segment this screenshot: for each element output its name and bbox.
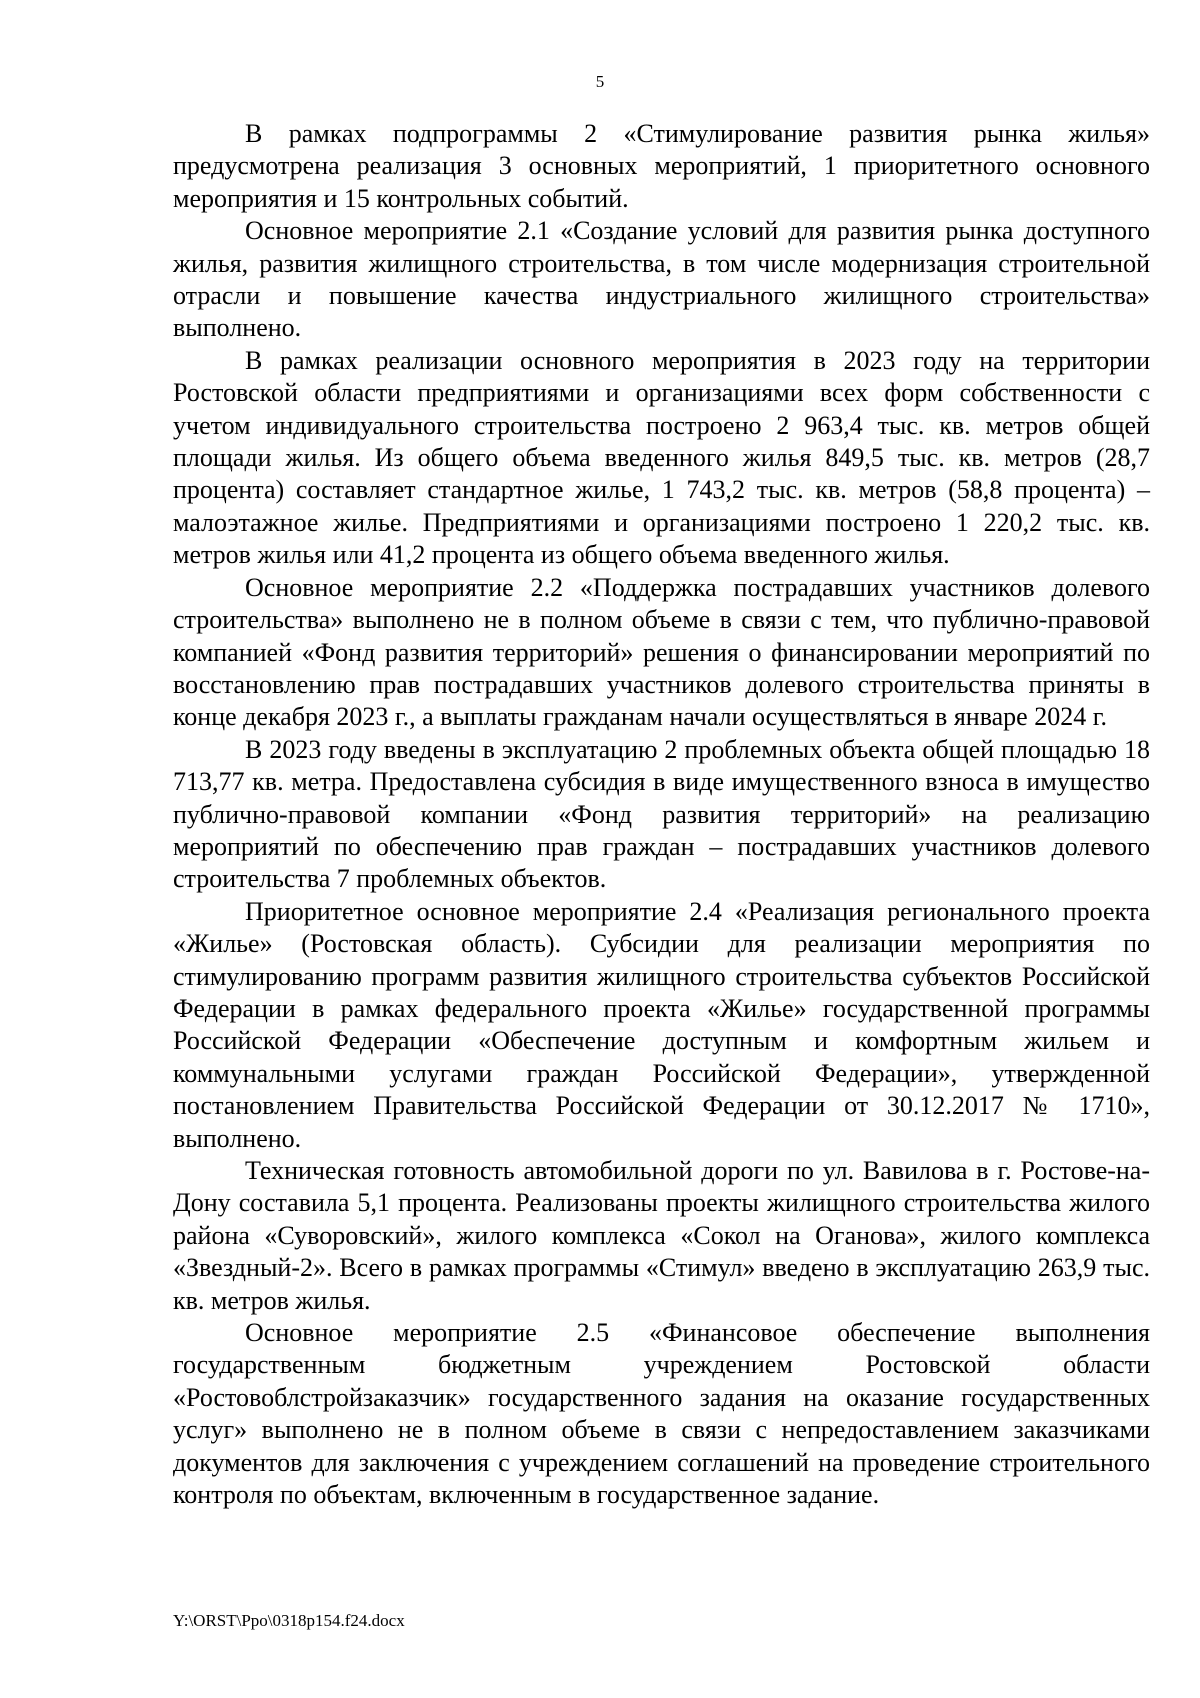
- page-number: 5: [595, 72, 605, 91]
- paragraph-measure-2-4: Приоритетное основное мероприятие 2.4 «Реализация регионального проекта «Жилье» (Ростовская область). Субсидии для реализации мероприятия по стимулированию программ развития жилищного строительства субъектов Российской Федерации в рамках федерального проекта «Жилье» государственной программы Российской Федерации «Обеспечение доступным и комфортным жильем и коммунальными услугами граждан Российской Федерации», утвержденной постановлением Правительства Российской Федерации от 30.12.2017 № 1710», выполнено.: [173, 896, 1150, 1153]
- footer-file-path: Y:\ORST\Ppo\0318p154.f24.docx: [173, 1611, 405, 1630]
- paragraph-measure-2-2: Основное мероприятие 2.2 «Поддержка пострадавших участников долевого строительства» выполнено не в полном объеме в связи с тем, что публично-правовой компанией «Фонд развития территорий» решения о финансировании мероприятий по восстановлению прав пострадавших участников долевого строительства приняты в конце декабря 2023 г., а выплаты гражданам начали осуществляться в январе 2024 г.: [173, 572, 1150, 732]
- paragraph-subprogram-2-intro: В рамках подпрограммы 2 «Стимулирование развития рынка жилья» предусмотрена реализация 3 основных мероприятий, 1 приоритетного основного мероприятия и 15 контрольных событий.: [173, 119, 1150, 213]
- paragraph-problem-objects-2023: В 2023 году введены в эксплуатацию 2 проблемных объекта общей площадью 18 713,77 кв. метра. Предоставлена субсидия в виде имущественного взноса в имущество публично-правовой компании «Фонд развития территорий» на реализацию мероприятий по обеспечению прав граждан – пострадавших участников долевого строительства 7 проблемных объектов.: [173, 734, 1150, 894]
- paragraph-housing-construction-2023: В рамках реализации основного мероприятия в 2023 году на территории Ростовской области предприятиями и организациями всех форм собственности с учетом индивидуального строительства построено 2 963,4 тыс. кв. метров общей площади жилья. Из общего объема введенного жилья 849,5 тыс. кв. метров (28,7 процента) составляет стандартное жилье, 1 743,2 тыс. кв. метров (58,8 процента) – малоэтажное жилье. Предприятиями и организациями построено 1 220,2 тыс. кв. метров жилья или 41,2 процента из общего объема введенного жилья.: [173, 345, 1150, 570]
- paragraph-measure-2-5: Основное мероприятие 2.5 «Финансовое обеспечение выполнения государственным бюджетным учреждением Ростовской области «Ростовоблстройзаказчик» государственного задания на оказание государственных услуг» выполнено не в полном объеме в связи с непредоставлением заказчиками документов для заключения с учреждением соглашений на проведение строительного контроля по объектам, включенным в государственное задание.: [173, 1318, 1150, 1510]
- document-body: [173, 118, 1150, 1511]
- paragraph-measure-2-1: Основное мероприятие 2.1 «Создание условий для развития рынка доступного жилья, развития жилищного строительства, в том числе модернизация строительной отрасли и повышение качества индустриального жилищного строительства» выполнено.: [173, 216, 1150, 343]
- paragraph-vavilova-road: Техническая готовность автомобильной дороги по ул. Вавилова в г. Ростове-на-Дону составила 5,1 процента. Реализованы проекты жилищного строительства жилого района «Суворовский», жилого комплекса «Сокол на Оганова», жилого комплекса «Звездный-2». Всего в рамках программы «Стимул» введено в эксплуатацию 263,9 тыс. кв. метров жилья.: [173, 1156, 1150, 1315]
